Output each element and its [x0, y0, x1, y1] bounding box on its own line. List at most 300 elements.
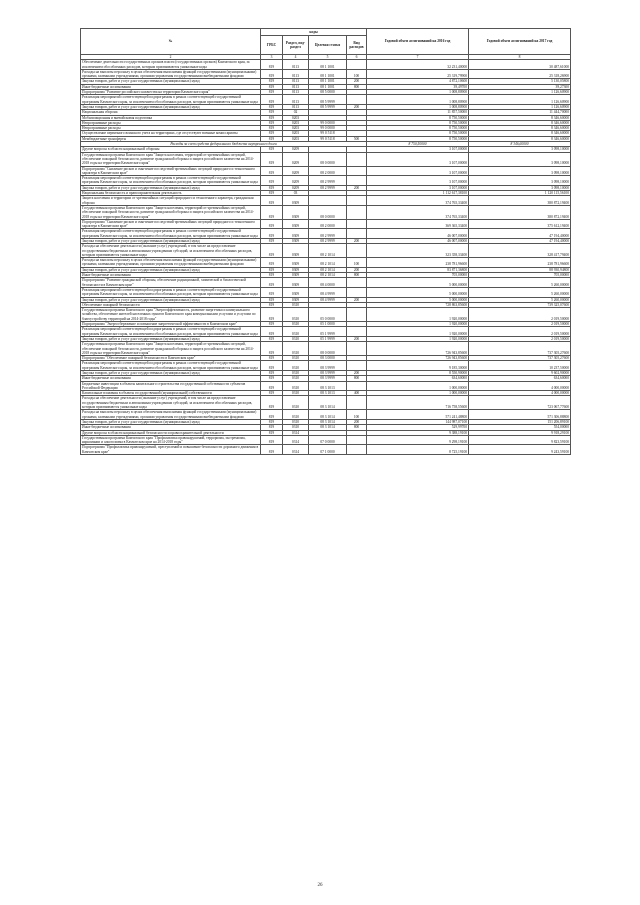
cell-section: 0113 — [283, 95, 309, 105]
cell-section: 0113 — [283, 79, 309, 84]
cell-section: 0113 — [283, 90, 309, 95]
cell-volume-2017: 737 305,27600 — [469, 342, 571, 356]
table-row — [81, 308, 571, 322]
cell-target-article: 08 3 1014 — [309, 419, 347, 424]
cell-volume-2017: 375 612,19400 — [469, 219, 571, 229]
cell-grbs: 819 — [261, 244, 283, 258]
cell-expense-type: 500 — [347, 136, 367, 141]
table-row — [81, 219, 571, 229]
cell-grbs: 819 — [261, 336, 283, 341]
table-row — [81, 435, 571, 445]
cell-grbs: 819 — [261, 278, 283, 288]
cell-volume-2016: 3 107,00000 — [367, 176, 469, 186]
cell-section: 03 — [283, 191, 309, 196]
table-row — [81, 176, 571, 186]
cell-target-article: 08 3 1014 — [309, 410, 347, 420]
cell-section: 0310 — [283, 376, 309, 381]
cell-volume-2016: 8 750,50000 — [367, 136, 469, 141]
cell-target-article: 08 3 1014 — [309, 396, 347, 410]
cell-volume-2016: 32 231,40000 — [367, 60, 469, 70]
cell-expense-type — [347, 287, 367, 297]
cell-section: 02 — [283, 110, 309, 115]
cell-expense-type: 100 — [347, 258, 367, 268]
cell-section: 0309 — [283, 205, 309, 219]
cell-volume-2016: 705,00000 — [367, 273, 469, 278]
column-index: 5 — [309, 55, 347, 60]
cell-expense-type: 800 — [347, 84, 367, 89]
cell-volume-2017: 723 067,77600 — [469, 396, 571, 410]
cell-grbs: 819 — [261, 166, 283, 176]
cell-name: Подпрограмма "Обеспечение пожарной безопасности в Камчатском крае" — [81, 356, 261, 361]
cell-expense-type — [347, 95, 367, 105]
cell-name: Подпрограмма "Энергосбережение и повышение энергетической эффективности в Камчатском крае" — [81, 322, 261, 327]
column-index: 3 — [261, 55, 283, 60]
cell-volume-2016: 369 365,33400 — [367, 219, 469, 229]
cell-section: 0309 — [283, 287, 309, 297]
cell-target-article: 07 0 0000 — [309, 435, 347, 445]
cell-grbs: 819 — [261, 219, 283, 229]
cell-volume-2017: 8 346,60000 — [469, 136, 571, 141]
cell-expense-type — [347, 152, 367, 166]
cell-section: 0309 — [283, 219, 309, 229]
cell-target-article: 08 2 0000 — [309, 219, 347, 229]
cell-volume-2016: 3 107,00000 — [367, 185, 469, 190]
table-body — [81, 55, 571, 455]
cell-volume-2017: 2 019,50000 — [469, 336, 571, 341]
cell-target-article: 05 1 9999 — [309, 336, 347, 341]
cell-grbs: 819 — [261, 115, 283, 120]
cell-volume-2016: 1 920,00000 — [367, 327, 469, 337]
cell-name: Защита населения и территории от чрезвычайных ситуаций природного и техногенного характера, гражданская оборона — [81, 196, 261, 206]
cell-volume-2016: 8 750,50000 — [367, 120, 469, 125]
cell-target-article: 08 1 1001 — [309, 69, 347, 79]
cell-volume-2016: 8 750,50000 — [367, 142, 469, 147]
cell-volume-2016: 46 007,00000 — [367, 238, 469, 243]
cell-volume-2016: 9 298,19100 — [367, 435, 469, 445]
cell-section: 0113 — [283, 60, 309, 70]
cell-volume-2016: 634,60000 — [367, 376, 469, 381]
cell-name: Иные бюджетные ассигнования — [81, 376, 261, 381]
cell-expense-type: 200 — [347, 371, 367, 376]
cell-grbs: 819 — [261, 435, 283, 445]
column-index: 4 — [283, 55, 309, 60]
table-row — [81, 278, 571, 288]
header-codes: коды — [261, 29, 367, 36]
cell-volume-2016: 11 857,50000 — [367, 110, 469, 115]
cell-section: 0309 — [283, 267, 309, 272]
header-grbs: ГРБС — [261, 36, 283, 55]
cell-name: Закупка товаров, работ и услуг для государственных (муниципальных) нужд — [81, 267, 261, 272]
cell-target-article: 08 2 1014 — [309, 258, 347, 268]
cell-volume-2017: 328 417,79400 — [469, 244, 571, 258]
cell-expense-type: 200 — [347, 419, 367, 424]
header-volume-2016: Годовой объем ассигнований на 2016 год — [367, 29, 469, 55]
cell-section: 0309 — [283, 229, 309, 239]
cell-section: 0310 — [283, 327, 309, 337]
cell-volume-2016: 4 872,10600 — [367, 79, 469, 84]
cell-grbs: 819 — [261, 136, 283, 141]
cell-grbs: 819 — [261, 419, 283, 424]
cell-volume-2017: 737 305,27600 — [469, 356, 571, 361]
header-target-article: Целевая статья — [309, 36, 347, 55]
cell-grbs: 819 — [261, 84, 283, 89]
cell-grbs: 819 — [261, 297, 283, 302]
cell-volume-2016: 8 750,50000 — [367, 126, 469, 131]
cell-volume-2017: 3 098,10000 — [469, 185, 571, 190]
cell-expense-type: 200 — [347, 297, 367, 302]
cell-name: Реализация мероприятий соответствующей подпрограммы в рамках соответствующей государственной программы Камчатского края, за исключением обособленных расходов, которым присваиваются уникальные коды — [81, 327, 261, 337]
cell-expense-type: 800 — [347, 376, 367, 381]
cell-target-article: 08 3 9999 — [309, 371, 347, 376]
cell-volume-2017: 9 602,90000 — [469, 371, 571, 376]
cell-target-article: 08 2 9999 — [309, 176, 347, 186]
cell-section: 0203 — [283, 120, 309, 125]
cell-section: 0310 — [283, 336, 309, 341]
cell-volume-2016: 3 107,00000 — [367, 152, 469, 166]
cell-grbs: 819 — [261, 69, 283, 79]
cell-expense-type — [347, 342, 367, 356]
cell-grbs: 819 — [261, 273, 283, 278]
cell-volume-2017: 8 346,60000 — [469, 115, 571, 120]
cell-volume-2017: 8 346,60000 — [469, 120, 571, 125]
cell-volume-2017: 9 918,29100 — [469, 430, 571, 435]
cell-grbs: 819 — [261, 391, 283, 396]
cell-volume-2017: 9 823,59100 — [469, 435, 571, 445]
cell-volume-2017: 1 120 115,56100 — [469, 191, 571, 196]
cell-section: 0203 — [283, 126, 309, 131]
cell-grbs: 819 — [261, 90, 283, 95]
cell-grbs: 819 — [261, 60, 283, 70]
cell-volume-2017: 571 306,88800 — [469, 410, 571, 420]
cell-volume-2016: 8 725,19100 — [367, 445, 469, 455]
cell-grbs: 819 — [261, 185, 283, 190]
cell-volume-2016: 374 765,33400 — [367, 196, 469, 206]
cell-volume-2016: 144 987,07100 — [367, 419, 469, 424]
cell-name: Капитальные вложения в объекты государственной (муниципальной) собственности — [81, 391, 261, 396]
cell-volume-2017: 5 260,00000 — [469, 297, 571, 302]
cell-target-article: 99 0 5118 — [309, 131, 347, 136]
cell-volume-2017: 8 346,60000 — [469, 131, 571, 136]
cell-section: 0203 — [283, 131, 309, 136]
cell-name: Государственная программа Камчатского края "Защита населения, территорий от чрезвычайных ситуаций, обеспечение пожарной безопасности, развитие гражданской обороны и защита российского казачества на 2014-2018 годы на территории Камчатского края" — [81, 342, 261, 356]
cell-section: 0113 — [283, 69, 309, 79]
cell-name: Мобилизационная и вневойсковая подготовка — [81, 115, 261, 120]
cell-target-article: 08 5 9999 — [309, 104, 347, 109]
cell-section: 0203 — [283, 136, 309, 141]
cell-target-article: 08 1 1001 — [309, 84, 347, 89]
cell-target-article: 08 0 0000 — [309, 205, 347, 219]
cell-target-article: 08 0 0000 — [309, 152, 347, 166]
cell-volume-2017: 151 206,89100 — [469, 419, 571, 424]
cell-volume-2016: 726 943,85600 — [367, 342, 469, 356]
cell-grbs: 819 — [261, 229, 283, 239]
cell-target-article: 08 2 9999 — [309, 238, 347, 243]
cell-volume-2016: 716 758,55600 — [367, 396, 469, 410]
cell-name: Закупка товаров, работ и услуг для государственных (муниципальных) нужд — [81, 297, 261, 302]
cell-target-article: 08 3 0000 — [309, 356, 347, 361]
cell-name: Реализация мероприятий соответствующей подпрограммы в рамках соответствующей государственной программы Камчатского края, за исключением обособленных расходов, которым присваиваются уникальные коды — [81, 176, 261, 186]
cell-name: Закупка товаров, работ и услуг для государственных (муниципальных) нужд — [81, 371, 261, 376]
column-index: 6 — [347, 55, 367, 60]
cell-expense-type — [347, 244, 367, 258]
cell-note: Расходы за счет средств федерального бюджета внутреннего долга — [81, 142, 367, 147]
cell-grbs: 819 — [261, 104, 283, 109]
cell-volume-2017: 2 019,50000 — [469, 327, 571, 337]
cell-volume-2017: 11 444,70000 — [469, 110, 571, 115]
cell-grbs: 819 — [261, 196, 283, 206]
cell-grbs: 819 — [261, 410, 283, 420]
cell-section: 0209 — [283, 176, 309, 186]
cell-name: Расходы на выплаты персоналу в целях обеспечения выполнения функций государственными (муниципальными) органами, казенными учреждениями, органами управления государственными внебюджетными фондами — [81, 410, 261, 420]
cell-section: 0310 — [283, 419, 309, 424]
cell-grbs: 819 — [261, 322, 283, 327]
cell-section: 0314 — [283, 435, 309, 445]
cell-volume-2017: 3 098,10000 — [469, 152, 571, 166]
cell-volume-2017: 5 130,05800 — [469, 79, 571, 84]
cell-volume-2016: 9 388,19100 — [367, 430, 469, 435]
cell-target-article: 05 1 9999 — [309, 327, 347, 337]
cell-section: 0310 — [283, 342, 309, 356]
cell-section: 0310 — [283, 396, 309, 410]
cell-volume-2016: 8 750,50000 — [367, 131, 469, 136]
cell-grbs: 819 — [261, 176, 283, 186]
table-row — [81, 381, 571, 391]
cell-expense-type — [347, 396, 367, 410]
cell-grbs: 819 — [261, 371, 283, 376]
cell-target-article: 08 2 1014 — [309, 273, 347, 278]
cell-name: Закупка товаров, работ и услуг для государственных (муниципальных) нужд — [81, 79, 261, 84]
cell-expense-type — [347, 176, 367, 186]
cell-target-article: 08 1 1001 — [309, 60, 347, 70]
table-row — [81, 196, 571, 206]
cell-grbs: 819 — [261, 361, 283, 371]
cell-expense-type: 200 — [347, 104, 367, 109]
cell-target-article: 08 2 1014 — [309, 267, 347, 272]
cell-volume-2017: 705,00000 — [469, 273, 571, 278]
cell-section: 0310 — [283, 425, 309, 430]
cell-expense-type — [347, 327, 367, 337]
cell-volume-2017: 5 260,00000 — [469, 278, 571, 288]
cell-volume-2017: 39,27300 — [469, 84, 571, 89]
cell-name: Иные бюджетные ассигнования — [81, 84, 261, 89]
cell-expense-type — [347, 60, 367, 70]
cell-name: Реализация мероприятий соответствующей подпрограммы в рамках соответствующей государственной программы Камчатского края, за исключением обособленных расходов, которым присваиваются уникальные коды — [81, 287, 261, 297]
cell-grbs: 819 — [261, 308, 283, 322]
cell-name: Непрограммные расходы — [81, 126, 261, 131]
cell-section: 0209 — [283, 147, 309, 152]
cell-expense-type: 400 — [347, 391, 367, 396]
cell-volume-2016: 8 550,90000 — [367, 371, 469, 376]
cell-volume-2017: 380 872,19400 — [469, 205, 571, 219]
cell-expense-type: 200 — [347, 185, 367, 190]
cell-volume-2016: 5 000,00000 — [367, 287, 469, 297]
cell-volume-2017: 1 126,60900 — [469, 95, 571, 105]
cell-target-article: 99 0 0000 — [309, 120, 347, 125]
cell-volume-2016: 726 943,85600 — [367, 356, 469, 361]
cell-section: 0309 — [283, 278, 309, 288]
cell-target-article: 08 3 9999 — [309, 361, 347, 371]
cell-name: Государственная программа Камчатского края "Защита населения, территорий от чрезвычайных ситуаций, обеспечение пожарной безопасности, развитие гражданской обороны и защита российского казачества на 2014-2018 годы на территории Камчатского края" — [81, 205, 261, 219]
cell-grbs: 819 — [261, 205, 283, 219]
cell-volume-2016: 323 358,33400 — [367, 244, 469, 258]
cell-volume-2017: 25 318,26900 — [469, 69, 571, 79]
column-index: 7 — [367, 55, 469, 60]
table-row — [81, 258, 571, 268]
cell-section: 0310 — [283, 371, 309, 376]
cell-grbs: 819 — [261, 356, 283, 361]
header-num: № — [81, 29, 261, 55]
cell-target-article: 08 4 9999 — [309, 297, 347, 302]
cell-section: 0113 — [283, 104, 309, 109]
cell-volume-2016: 728 863,85600 — [367, 302, 469, 307]
cell-grbs: 819 — [261, 95, 283, 105]
cell-name: Реализация мероприятий соответствующей подпрограммы в рамках соответствующей государственной программы Камчатского края, за исключением обособленных расходов, которым присваиваются уникальные коды — [81, 361, 261, 371]
cell-volume-2017: 4 000,00000 — [469, 391, 571, 396]
cell-expense-type: 800 — [347, 425, 367, 430]
cell-volume-2017: 30 487,61000 — [469, 60, 571, 70]
cell-expense-type — [347, 435, 367, 445]
cell-target-article: 08 3 1013 — [309, 381, 347, 391]
cell-volume-2016: 9 185,30000 — [367, 361, 469, 371]
table-row — [81, 342, 571, 356]
cell-volume-2016: 46 007,00000 — [367, 229, 469, 239]
cell-volume-2016: 8 750,50000 — [367, 115, 469, 120]
cell-volume-2016: 25 319,79900 — [367, 69, 469, 79]
cell-target-article: 08 2 0000 — [309, 166, 347, 176]
cell-name: Подпрограмма "Развитие российского казачества на территории Камчатского края" — [81, 90, 261, 95]
cell-grbs: 819 — [261, 191, 283, 196]
cell-name: Закупка товаров, работ и услуг для государственных (муниципальных) нужд — [81, 185, 261, 190]
cell-name: Национальная оборона — [81, 110, 261, 115]
cell-expense-type: 800 — [347, 273, 367, 278]
cell-volume-2016: 1 920,00000 — [367, 336, 469, 341]
cell-name: Иные бюджетные ассигнования — [81, 273, 261, 278]
cell-name: Подпрограмма "Снижение рисков и смягчение последствий чрезвычайных ситуаций природного и техногенного характера в Камчатском крае" — [81, 219, 261, 229]
cell-volume-2017: 2 019,50000 — [469, 322, 571, 327]
cell-target-article: 08 4 9999 — [309, 287, 347, 297]
table-row — [81, 361, 571, 371]
cell-section: 0209 — [283, 152, 309, 166]
cell-volume-2016: 1 008,80900 — [367, 95, 469, 105]
cell-expense-type — [347, 381, 367, 391]
cell-expense-type — [347, 229, 367, 239]
cell-volume-2016: 1 000,00000 — [367, 381, 469, 391]
cell-grbs: 819 — [261, 238, 283, 243]
cell-section: 0309 — [283, 258, 309, 268]
cell-expense-type — [347, 196, 367, 206]
cell-name: Расходы на обеспечение деятельности (оказание услуг) учреждений, в том числе на предоставление государственным бюджетным и автономным учреждениям субсидий, за исключением обособленных расходов, которым присваиваются уникальные коды — [81, 244, 261, 258]
cell-name: Подпрограмма "Профилактика правонарушений, преступлений и повышение безопасности дорожного движения в Камчатском крае" — [81, 445, 261, 455]
cell-expense-type — [347, 166, 367, 176]
cell-grbs: 819 — [261, 430, 283, 435]
cell-name: Закупка товаров, работ и услуг для государственных (муниципальных) нужд — [81, 419, 261, 424]
cell-name: Бюджетные инвестиции в объекты капитального строительства государственной собственности субъектов Российской Федерации — [81, 381, 261, 391]
cell-name: Государственная программа Камчатского края "Энергоэффективность, развитие энергетики и коммунального хозяйства, обеспечение жителей населенных пунктов Камчатского края коммунальными услугами и услугами по благоустройству территорий на 2014-2018 годы" — [81, 308, 261, 322]
cell-expense-type — [347, 308, 367, 322]
cell-expense-type: 100 — [347, 410, 367, 420]
cell-target-article: 08 4 0000 — [309, 278, 347, 288]
cell-volume-2017: 4 000,00000 — [469, 381, 571, 391]
cell-volume-2016: 1 008,80900 — [367, 104, 469, 109]
cell-volume-2017: 1 126,60900 — [469, 104, 571, 109]
cell-name: Иные бюджетные ассигнования — [81, 425, 261, 430]
cell-volume-2017: 3 098,10000 — [469, 176, 571, 186]
table-row — [81, 152, 571, 166]
table-row — [81, 95, 571, 105]
cell-name: Подпрограмма "Развитие гражданской обороны, обеспечение радиационной, химической и биологической безопасности в Камчатском крае" — [81, 278, 261, 288]
page-number: 26 — [317, 883, 323, 888]
cell-volume-2016: 83 871,36800 — [367, 267, 469, 272]
cell-target-article: 08 3 9999 — [309, 376, 347, 381]
cell-grbs: 819 — [261, 396, 283, 410]
cell-grbs: 819 — [261, 327, 283, 337]
cell-section: 0309 — [283, 196, 309, 206]
cell-section: 0309 — [283, 244, 309, 258]
cell-section: 0310 — [283, 308, 309, 322]
cell-volume-2017: 1 126,60900 — [469, 90, 571, 95]
cell-name: Другие вопросы в области национальной обороны — [81, 147, 261, 152]
table-row — [81, 166, 571, 176]
cell-name: Реализация мероприятий соответствующей подпрограммы в рамках соответствующей государственной программы Камчатского края, за исключением обособленных расходов, которым присваиваются уникальные коды — [81, 229, 261, 239]
cell-target-article: 08 5 0000 — [309, 90, 347, 95]
cell-target-article: 08 3 1013 — [309, 391, 347, 396]
cell-expense-type: 200 — [347, 267, 367, 272]
table-row — [81, 287, 571, 297]
cell-volume-2017: 2 019,50000 — [469, 308, 571, 322]
budget-table — [80, 28, 571, 455]
cell-expense-type: 100 — [347, 69, 367, 79]
table-header — [81, 29, 571, 55]
cell-section: 0310 — [283, 391, 309, 396]
cell-volume-2017: 8 346,60000 — [469, 142, 571, 147]
table-row — [81, 396, 571, 410]
cell-volume-2017: 5 260,00000 — [469, 287, 571, 297]
cell-target-article: 05 0 0000 — [309, 308, 347, 322]
cell-name: Межбюджетные трансферты — [81, 136, 261, 141]
cell-name: Другие вопросы в области национальной безопасности и правоохранительной деятельности — [81, 430, 261, 435]
cell-volume-2016: 3 107,00000 — [367, 166, 469, 176]
cell-grbs: 819 — [261, 152, 283, 166]
cell-volume-2016: 571 241,48800 — [367, 410, 469, 420]
cell-volume-2016: 1 920,00000 — [367, 322, 469, 327]
cell-name: Национальная безопасность и правоохранительная деятельность — [81, 191, 261, 196]
cell-volume-2016: 5 000,00000 — [367, 297, 469, 302]
cell-grbs: 819 — [261, 381, 283, 391]
cell-volume-2017: 739 325,07600 — [469, 302, 571, 307]
cell-grbs: 819 — [261, 425, 283, 430]
table-row — [81, 244, 571, 258]
cell-volume-2016: 238 781,96600 — [367, 258, 469, 268]
cell-grbs: 819 — [261, 126, 283, 131]
cell-name: Расходы на выплаты персоналу в целях обеспечения выполнения функций государственными (муниципальными) органами, казенными учреждениями, органами управления государственными внебюджетными фондами — [81, 69, 261, 79]
cell-grbs: 819 — [261, 267, 283, 272]
cell-section: 0314 — [283, 445, 309, 455]
table-row — [81, 205, 571, 219]
cell-volume-2016: 3 107,00000 — [367, 147, 469, 152]
cell-volume-2017: 3 098,10000 — [469, 166, 571, 176]
cell-target-article: 08 1 1001 — [309, 79, 347, 84]
cell-name: Закупка товаров, работ и услуг для государственных (муниципальных) нужд — [81, 238, 261, 243]
table-row — [81, 445, 571, 455]
cell-name: Закупка товаров, работ и услуг для государственных (муниципальных) нужд — [81, 104, 261, 109]
cell-name: Обеспечение деятельности государственных органов власти (государственных органов) Камчатского края, за исключением обособленных расходов, которым присваиваются уникальные коды — [81, 60, 261, 70]
header-expense-type: Вид расходов — [347, 36, 367, 55]
cell-volume-2017: 238 781,96600 — [469, 258, 571, 268]
table-row — [81, 69, 571, 79]
cell-grbs: 819 — [261, 302, 283, 307]
cell-grbs: 819 — [261, 131, 283, 136]
cell-volume-2017: 47 194,40000 — [469, 229, 571, 239]
